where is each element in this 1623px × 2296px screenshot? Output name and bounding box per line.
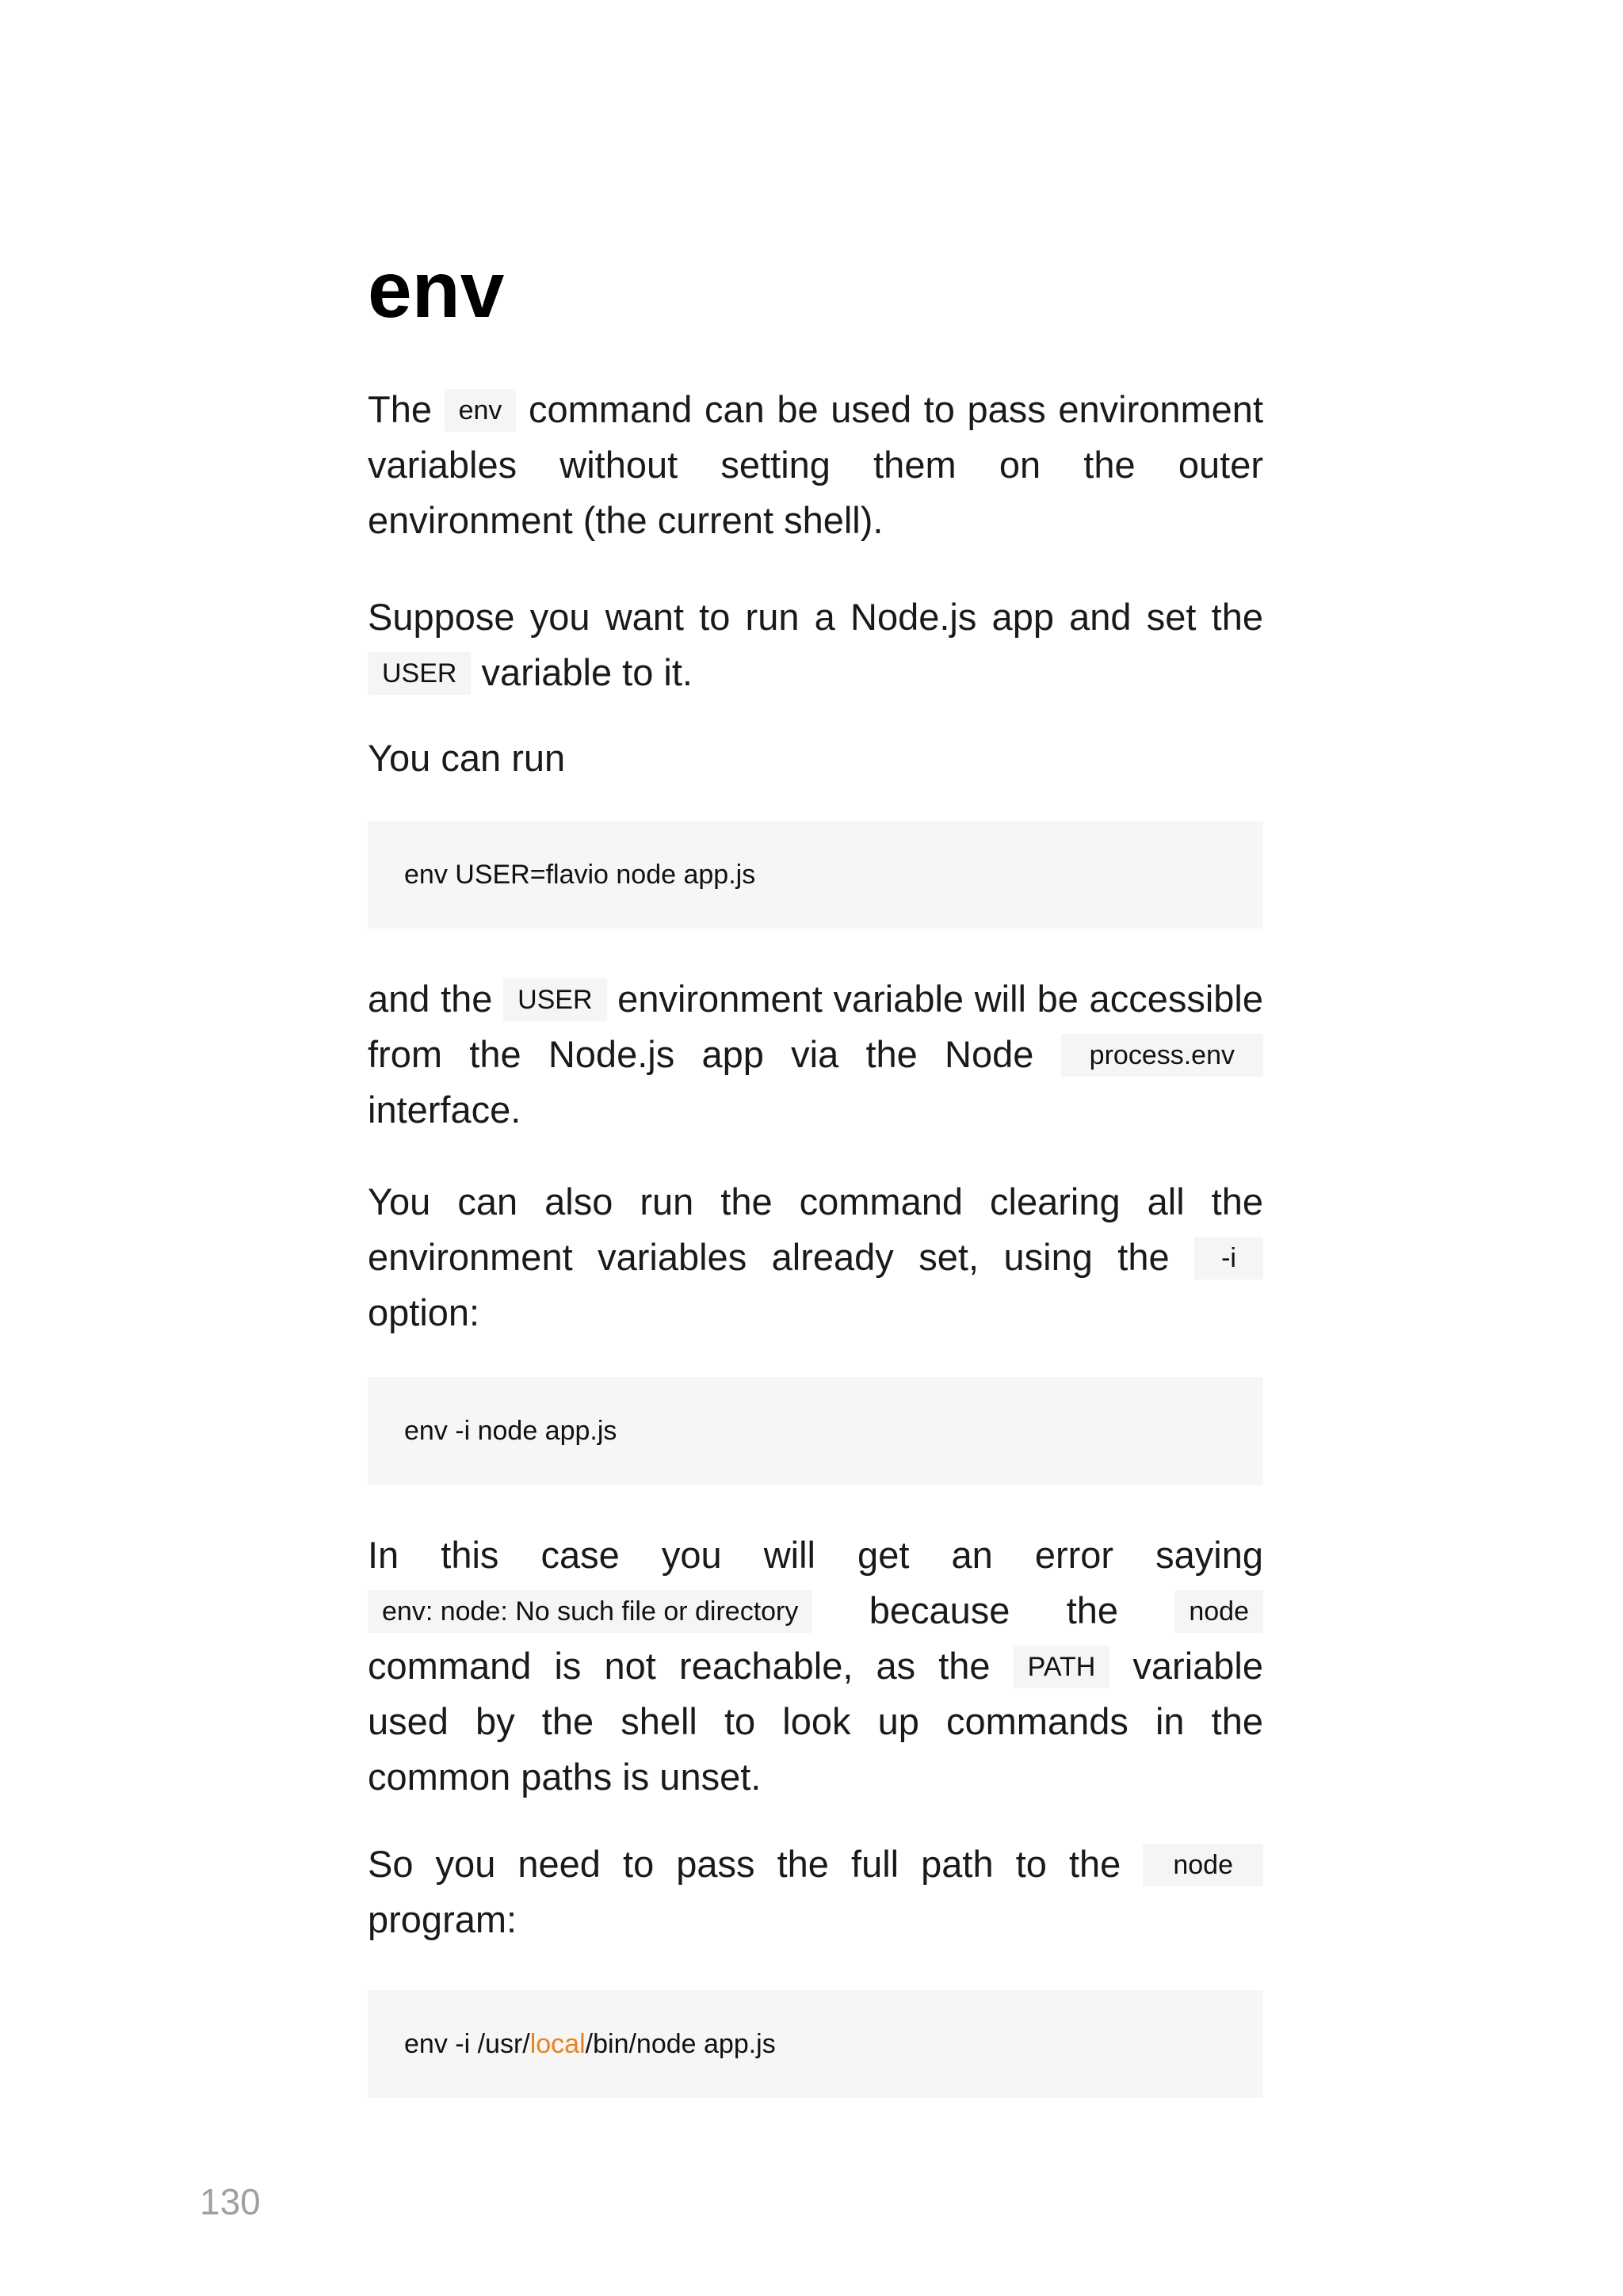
text: The	[368, 388, 445, 430]
inline-code-process-env: process.env	[1061, 1034, 1263, 1077]
paragraph-accessible	[368, 971, 1263, 1138]
inline-code-env: env	[445, 389, 517, 432]
inline-code-path: PATH	[1014, 1646, 1110, 1688]
text: variable used by the shell to look up commands in the common paths is unset.	[368, 1645, 1263, 1798]
code-block-env-user: env USER=flavio node app.js	[368, 821, 1263, 929]
text: option:	[368, 1291, 480, 1333]
inline-code-node: node	[1174, 1590, 1263, 1633]
page-title: env	[368, 246, 505, 334]
paragraph-you-can-run: You can run	[368, 737, 566, 779]
code-text: /bin/node app.js	[585, 2028, 776, 2059]
inline-code-i-option: -i	[1194, 1237, 1263, 1280]
text: Suppose you want to run a Node.js app and set the	[368, 596, 1263, 638]
text: environment variable will be accessible from the Node.js app via the Node	[368, 978, 1263, 1075]
code-highlight: local	[529, 2028, 586, 2059]
inline-code-user: USER	[503, 978, 606, 1021]
inline-code-error-message: env: node: No such file or directory	[368, 1590, 812, 1633]
paragraph-clearing	[368, 1174, 1263, 1341]
code-text: env -i /usr/	[404, 2028, 530, 2059]
text: So you need to pass the full path to the	[368, 1843, 1144, 1885]
text: variable to it.	[471, 651, 693, 693]
code-block-env-i: env -i node app.js	[368, 1377, 1263, 1485]
text: command can be used to pass environment variables without setting them on the outer environment (the current shell).	[368, 388, 1264, 541]
page-number: 130	[200, 2181, 261, 2222]
text: command is not reachable, as the	[368, 1645, 1014, 1687]
paragraph-suppose	[368, 589, 1263, 700]
text: program:	[368, 1898, 517, 1940]
paragraph-error	[368, 1527, 1263, 1805]
text: In this case you will get an error saying	[368, 1534, 1263, 1576]
text: interface.	[368, 1089, 521, 1131]
inline-code-node: node	[1143, 1844, 1263, 1886]
code-block-env-full-path	[368, 1990, 1263, 2098]
text: because the	[812, 1589, 1175, 1631]
paragraph-full-path	[368, 1836, 1263, 1947]
inline-code-user: USER	[368, 652, 471, 695]
text: and the	[368, 978, 504, 1020]
text: You can also run the command clearing all the environment variables already set, using the	[368, 1180, 1263, 1278]
paragraph-intro	[368, 382, 1263, 548]
